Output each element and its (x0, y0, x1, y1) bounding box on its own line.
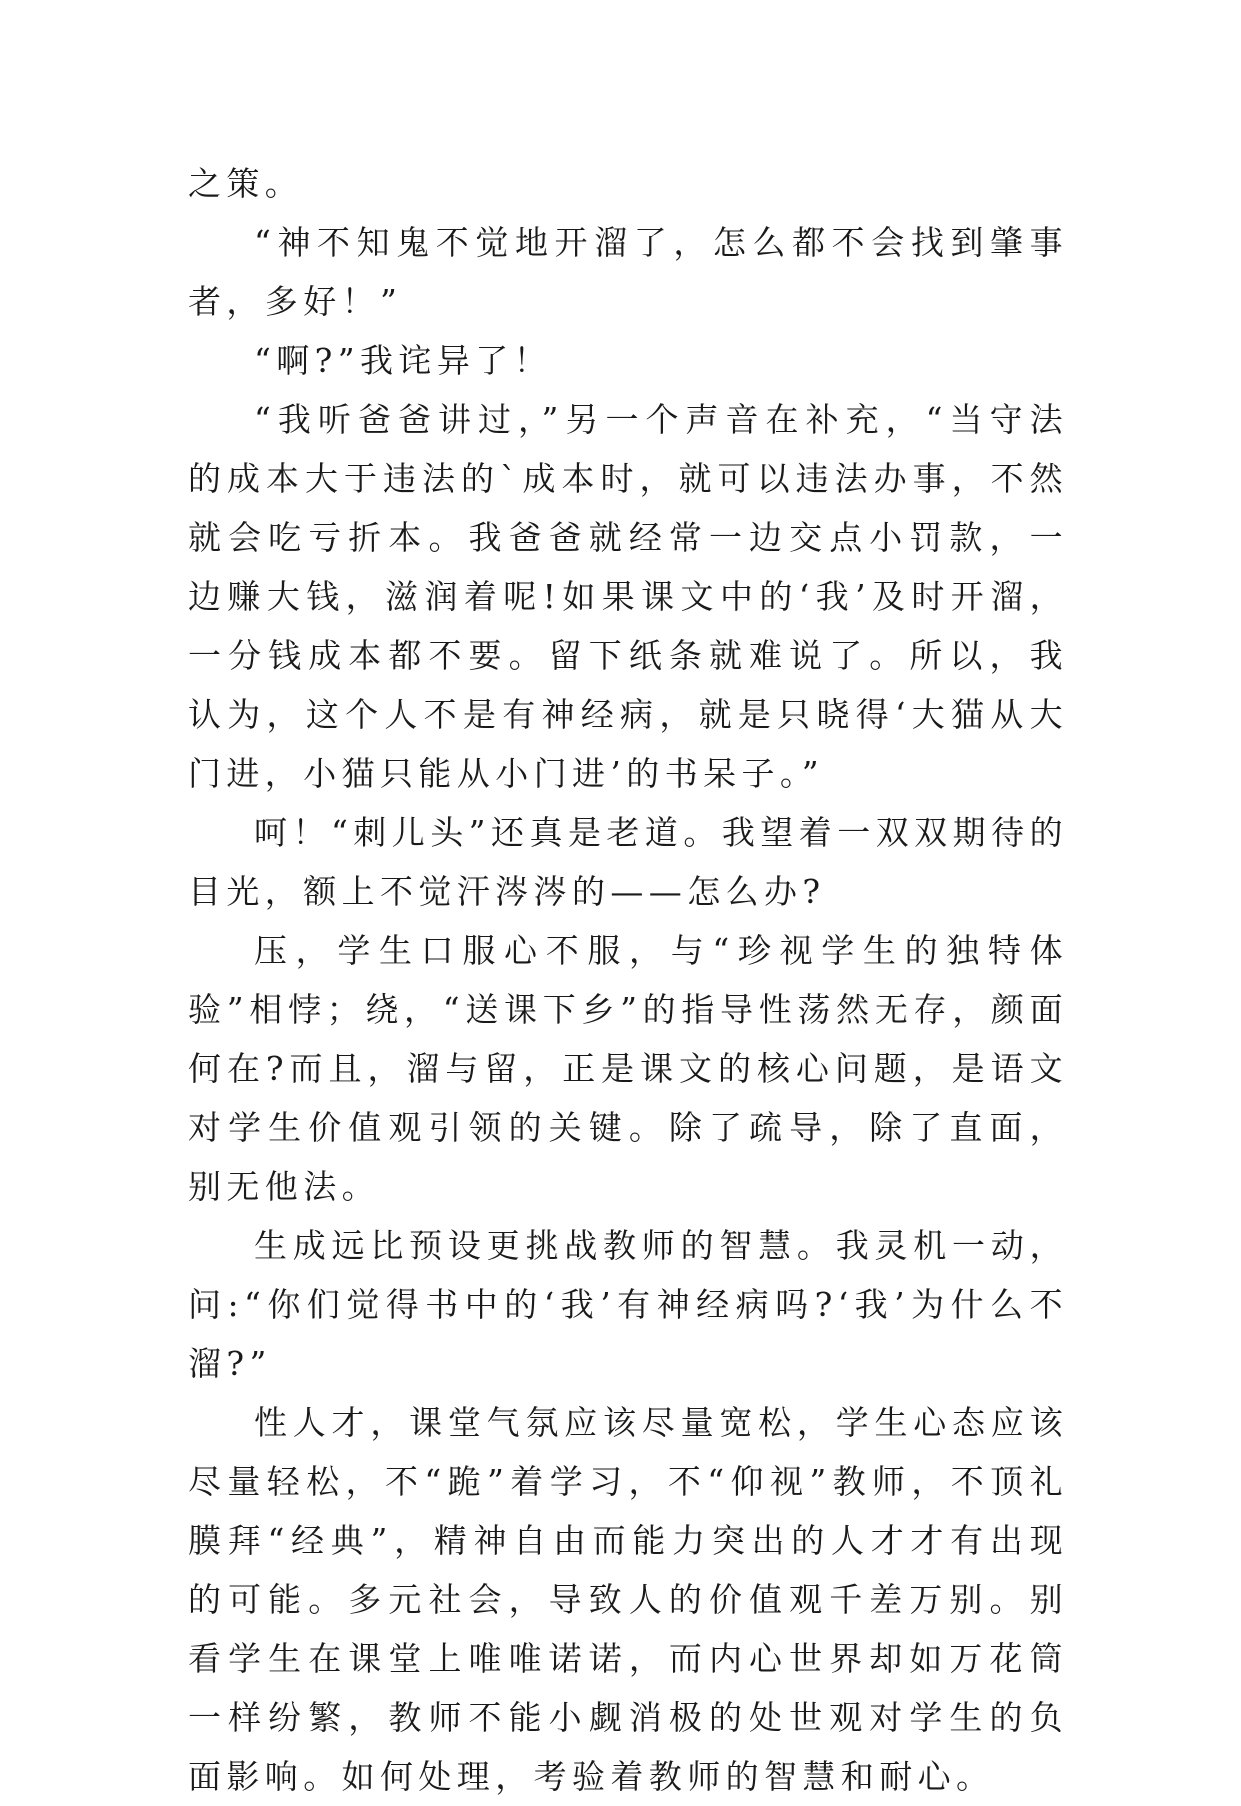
paragraph-3: “啊?”我诧异了！ (254, 341, 553, 380)
paragraph-1: 之策。 (188, 164, 304, 203)
paragraph-2: “神不知鬼不觉地开溜了，怎么都不会找到肇事者，多好！” (188, 223, 1068, 321)
paragraph-5: 呵！“刺儿头”还真是老道。我望着一双双期待的目光，额上不觉汗涔涔的——怎么办? (188, 813, 1068, 911)
paragraph-4: “我听爸爸讲过，”另一个声音在补充，“当守法的成本大于违法的`成本时，就可以违法办事，不然就会吃亏折本。我爸爸就经常一边交点小罚款，一边赚大钱，滋润着呢!如果课文中的‘我’及时开溜，一分钱成本都不要。留下纸条就难说了。所以，我认为，这个人不是有神经病，就是只晓得‘大猫从大门进，小猫只能从小门进’的书呆子。” (188, 400, 1068, 793)
paragraph-6: 压，学生口服心不服，与“珍视学生的独特体验”相悖；绕，“送课下乡”的指导性荡然无存，颜面何在?而且，溜与留，正是课文的核心问题，是语文对学生价值观引领的关键。除了疏导，除了直面，别无他法。 (188, 931, 1068, 1206)
paragraph-8: 性人才，课堂气氛应该尽量宽松，学生心态应该尽量轻松，不“跪”着学习，不“仰视”教师，不顶礼膜拜“经典”，精神自由而能力突出的人才才有出现的可能。多元社会，导致人的价值观千差万别。别看学生在课堂上唯唯诺诺，而内心世界却如万花筒一样纷繁，教师不能小觑消极的处世观对学生的负面影响。如何处理，考验着教师的智慧和耐心。 (188, 1403, 1068, 1796)
paragraph-7: 生成远比预设更挑战教师的智慧。我灵机一动，问:“你们觉得书中的‘我’有神经病吗?‘我’为什么不溜?” (188, 1226, 1068, 1383)
document-body (188, 154, 1068, 1806)
